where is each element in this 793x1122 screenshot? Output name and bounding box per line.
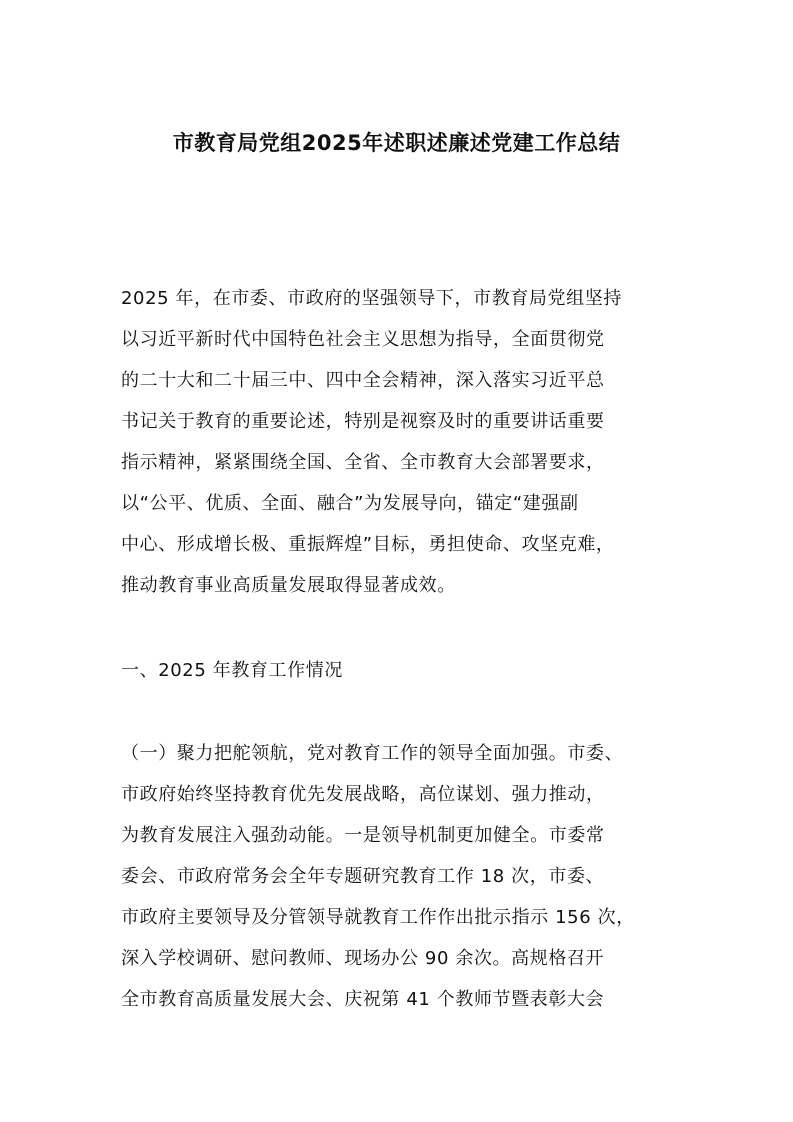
section-line: 市政府始终坚持教育优先发展战略，高位谋划、强力推动， [121, 784, 605, 805]
section-line: 市政府主要领导及分管领导就教育工作作出批示指示 156 次， [121, 907, 635, 928]
intro-line: 推动教育事业高质量发展取得显著成效。 [121, 575, 456, 596]
intro-line: 的二十大和二十届三中、四中全会精神，深入落实习近平总 [121, 370, 605, 391]
intro-line: 中心、形成增长极、重振辉煌”目标，勇担使命、攻坚克难， [121, 534, 615, 555]
intro-line: 书记关于教育的重要论述，特别是视察及时的重要讲话重要 [121, 411, 605, 432]
section-line: 为教育发展注入强劲动能。一是领导机制更加健全。市委常 [121, 825, 605, 846]
intro-line: 2025 年，在市委、市政府的坚强领导下，市教育局党组坚持 [121, 288, 622, 309]
intro-line: 指示精神，紧紧围绕全国、全省、全市教育大会部署要求， [121, 452, 605, 473]
section-line: 全市教育高质量发展大会、庆祝第 41 个教师节暨表彰大会 [121, 989, 605, 1010]
intro-line: 以“公平、优质、全面、融合”为发展导向，锚定“建强副 [121, 493, 579, 514]
section-line: 深入学校调研、慰问教师、现场办公 90 余次。高规格召开 [121, 948, 605, 969]
intro-line: 以习近平新时代中国特色社会主义思想为指导，全面贯彻党 [121, 329, 605, 350]
section-line: （一）聚力把舵领航，党对教育工作的领导全面加强。市委、 [121, 743, 624, 764]
section-line: 委会、市政府常务会全年专题研究教育工作 18 次，市委、 [121, 866, 605, 887]
section-heading: 一、2025 年教育工作情况 [121, 660, 343, 681]
document-title: 市教育局党组2025年述职述廉述党建工作总结 [172, 131, 621, 155]
